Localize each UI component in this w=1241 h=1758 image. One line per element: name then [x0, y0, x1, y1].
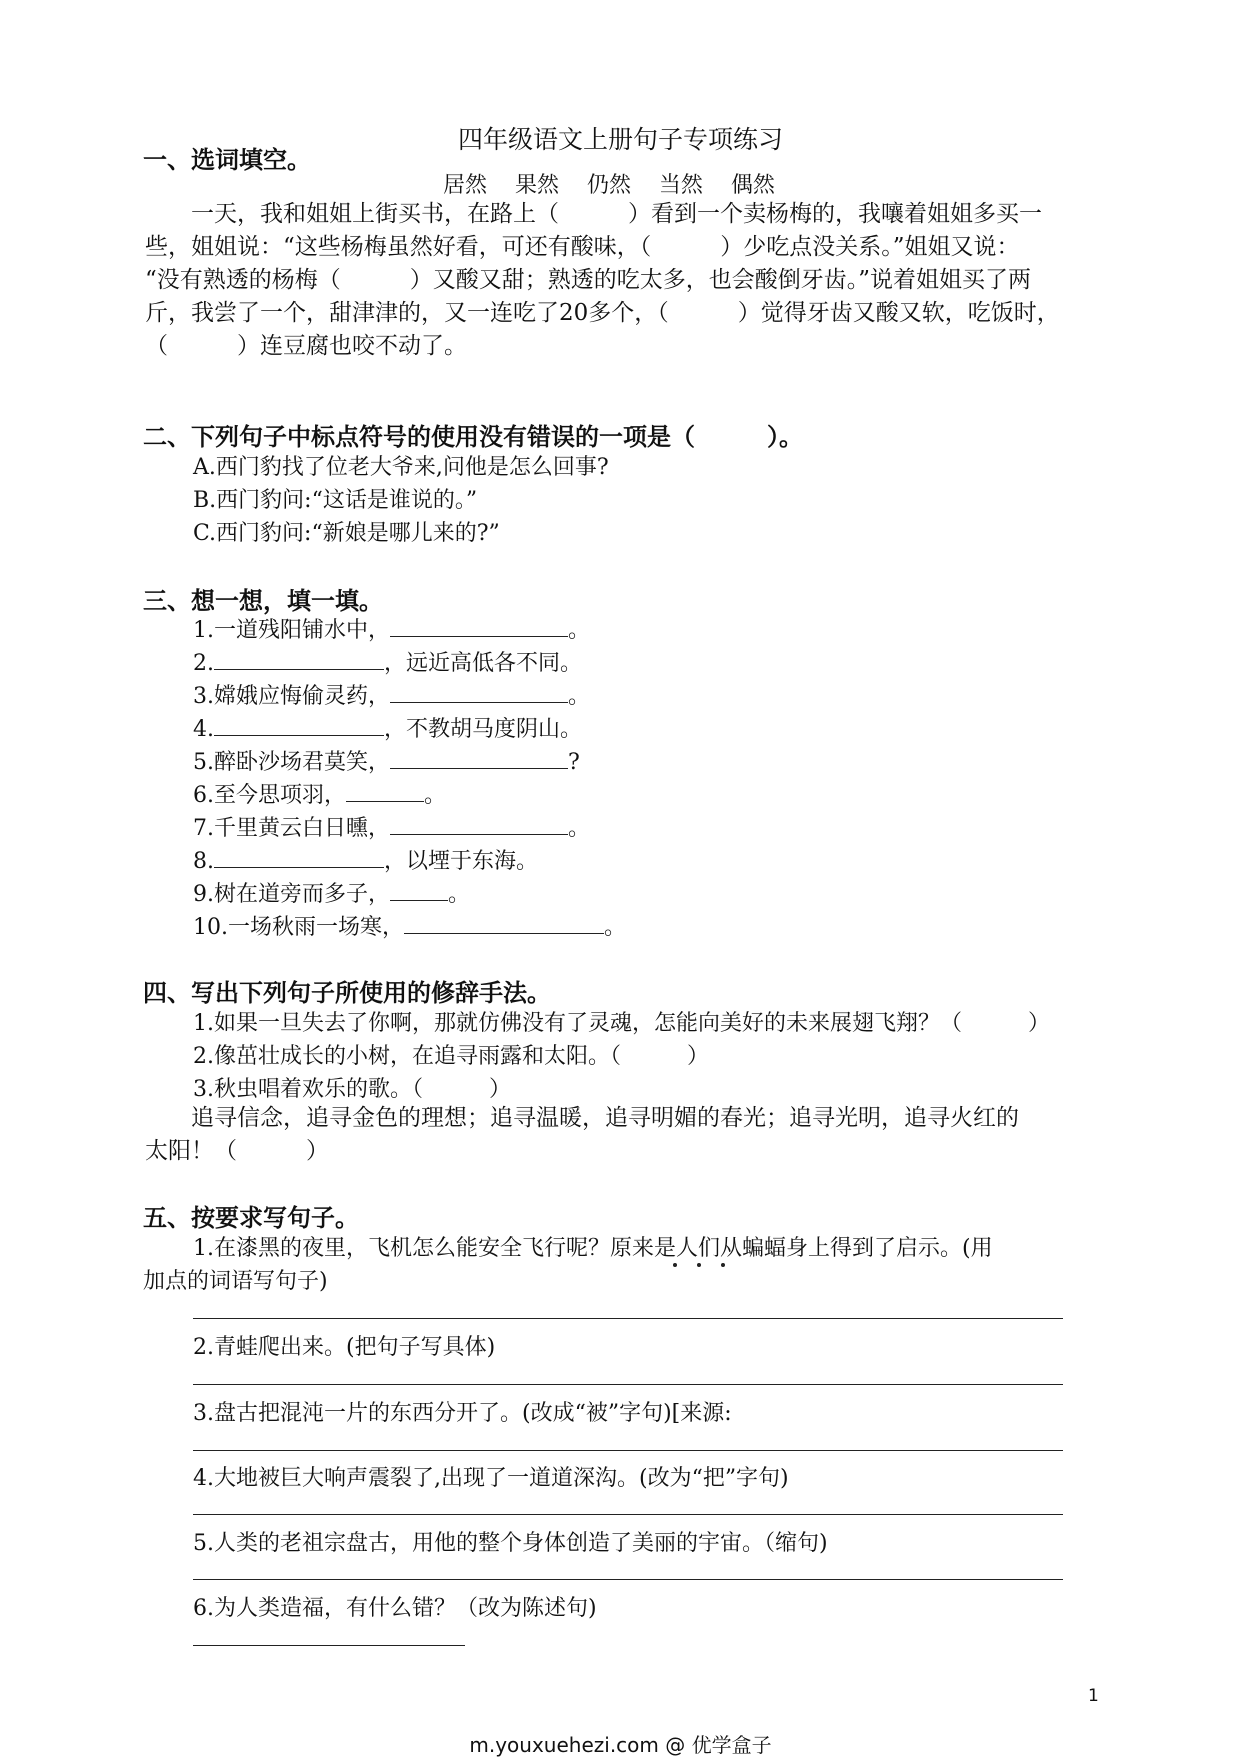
- fill-item-5: 5.醉卧沙场君莫笑， ?: [193, 745, 580, 776]
- rewrite-item-5: 5.人类的老祖宗盘古，用他的整个身体创造了美丽的宇宙。（缩句): [193, 1531, 828, 1556]
- paragraph-line: 太阳！（ ）: [145, 1138, 329, 1164]
- rewrite-item-2: 2.青蛙爬出来。(把句子写具体): [193, 1335, 496, 1360]
- paragraph-line: 一天，我和姐姐上街买书，在路上（ ）看到一个卖杨梅的，我嚷着姐姐多买一: [145, 201, 1042, 227]
- fill-item-6: 6.至今思项羽， 。: [193, 778, 446, 809]
- footer-watermark: m.youxuehezi.com @ 优学盒子: [469, 1733, 772, 1757]
- rewrite-item-1: 1.在漆黑的夜里，飞机怎么能安全飞行呢？原来是人们从蝙蝠身上得到了启示。(用: [193, 1236, 993, 1261]
- paragraph-line: 追寻信念，追寻金色的理想；追寻温暖，追寻明媚的春光；追寻光明，追寻火红的: [145, 1105, 1019, 1131]
- rewrite-item-6: 6.为人类造福，有什么错？（改为陈述句): [193, 1596, 597, 1621]
- rewrite-item-1-cont: 加点的词语写句子): [143, 1269, 328, 1294]
- rhetoric-item-3: 3.秋虫唱着欢乐的歌。（ ）: [193, 1077, 511, 1102]
- word-bank: 居然 果然 仍然 当然 偶然: [443, 173, 775, 198]
- fill-item-7: 7.千里黄云白日曛， 。: [193, 811, 590, 842]
- answer-line: [193, 1384, 1063, 1385]
- paragraph-line: （ ）连豆腐也咬不动了。: [145, 333, 467, 359]
- fill-item-2: 2. ，远近高低各不同。: [193, 646, 582, 677]
- section-2-heading: 二、下列句子中标点符号的使用没有错误的一项是（ ）。: [143, 423, 803, 451]
- answer-line: [193, 1514, 1063, 1515]
- rhetoric-item-2: 2.像茁壮成长的小树，在追寻雨露和太阳。（ ）: [193, 1044, 709, 1069]
- paragraph-line: 些，姐姐说：“这些杨梅虽然好看，可还有酸味，（ ）少吃点没关系。”姐姐又说：: [145, 234, 1020, 260]
- option-a: A.西门豹找了位老大爷来,问他是怎么回事?: [193, 455, 609, 480]
- section-4-heading: 四、写出下列句子所使用的修辞手法。: [143, 979, 551, 1007]
- paragraph-line: 斤，我尝了一个，甜津津的，又一连吃了20多个，（ ）觉得牙齿又酸又软，吃饭时，: [145, 300, 1060, 326]
- answer-line: [193, 1579, 1063, 1580]
- answer-line: [193, 1318, 1063, 1319]
- option-b: B.西门豹问:“这话是谁说的。”: [193, 488, 478, 513]
- emphasis-dot: [697, 1263, 701, 1267]
- fill-item-4: 4. ，不教胡马度阴山。: [193, 712, 582, 743]
- section-3-heading: 三、想一想，填一填。: [143, 587, 383, 615]
- paragraph-line: “没有熟透的杨梅（ ）又酸又甜；熟透的吃太多，也会酸倒牙齿。”说着姐姐买了两: [145, 267, 1032, 293]
- fill-item-1: 1.一道残阳铺水中， 。: [193, 613, 590, 644]
- fill-item-8: 8. ，以堙于东海。: [193, 844, 538, 875]
- answer-line: [193, 1645, 465, 1646]
- emphasis-dot: [673, 1263, 677, 1267]
- fill-item-10: 10.一场秋雨一场寒， 。: [193, 910, 626, 941]
- rhetoric-item-1: 1.如果一旦失去了你啊，那就仿佛没有了灵魂，怎能向美好的未来展翅飞翔？（ ）: [193, 1011, 1050, 1036]
- section-4-paragraph: [145, 1102, 1105, 1168]
- page-title: 四年级语文上册句子专项练习: [457, 125, 783, 154]
- emphasis-dot: [721, 1263, 725, 1267]
- fill-item-9: 9.树在道旁而多子， 。: [193, 877, 470, 908]
- fill-item-3: 3.嫦娥应悔偷灵药， 。: [193, 679, 590, 710]
- section-1-heading: 一、选词填空。: [143, 146, 311, 174]
- option-c: C.西门豹问:“新娘是哪儿来的?”: [193, 521, 500, 546]
- section-5-heading: 五、按要求写句子。: [143, 1204, 359, 1232]
- answer-line: [193, 1450, 1063, 1451]
- section-1-paragraph: [145, 198, 1105, 363]
- page-number: 1: [1088, 1686, 1099, 1706]
- rewrite-item-4: 4.大地被巨大响声震裂了,出现了一道道深沟。(改为“把”字句): [193, 1466, 789, 1491]
- rewrite-item-3: 3.盘古把混沌一片的东西分开了。(改成“被”字句)[来源:: [193, 1401, 732, 1426]
